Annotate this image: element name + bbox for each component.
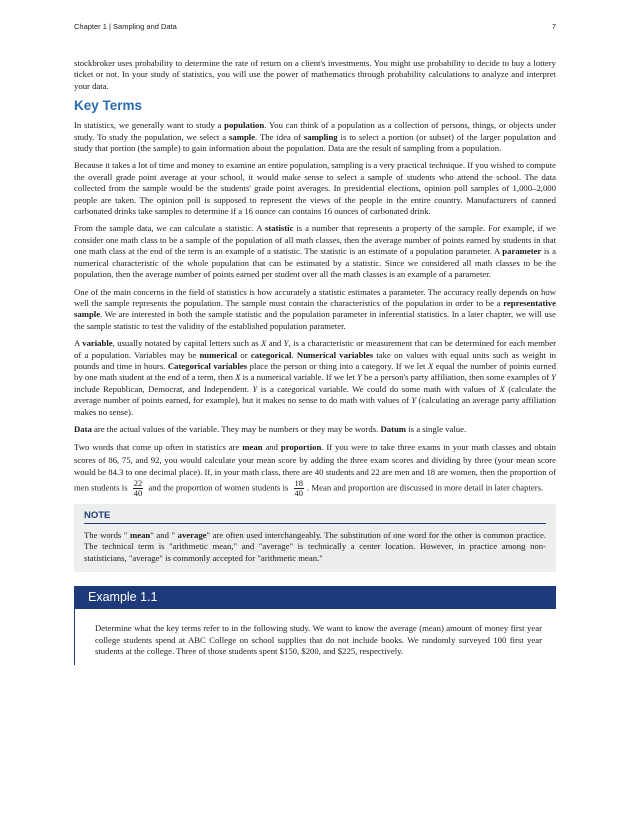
text-run: is a number that represents a property of the sample. For example, if we consider one math class to be a sample of the population of all math classes, then the average number of points earned by students in that one math class at the end of the term is an example of a statistic. The statistic is an estimate of a population parameter. A (74, 223, 557, 257)
text-run: . We are interested in both the sample statistic and the population parameter in inferential statistics. In a later chapter, we will use the sample statistic to test the validity of the established population parameter. (74, 309, 556, 331)
text-run: is a single value. (406, 423, 467, 434)
paragraph-statistic (74, 223, 556, 280)
term-proportion: proportion (280, 442, 322, 453)
text-run: A (74, 338, 83, 349)
var-y: Y (283, 338, 289, 349)
example-body (74, 609, 556, 665)
text-run: The words " (84, 529, 130, 540)
var-x: X (427, 360, 434, 371)
var-y: Y (252, 383, 258, 394)
text-run: be a person's party affiliation, then some examples of (361, 372, 552, 383)
term-average: average (177, 529, 207, 540)
fraction-denominator: 40 (133, 487, 143, 498)
text-run: include Republican, Democrat, and Independent. (74, 383, 253, 394)
paragraph-population (74, 120, 556, 154)
term-sample: sample (228, 131, 256, 142)
example-title: Example 1.1 (74, 586, 556, 609)
fraction-denominator: 40 (294, 487, 304, 498)
text-run: are the actual values of the variable. They may be numbers or they may be words. (91, 423, 381, 434)
text-run: . The idea of (255, 131, 304, 142)
paragraph-representative-sample (74, 287, 556, 333)
var-x: X (499, 383, 505, 394)
intro-paragraph: stockbroker uses probability to determine the rate of return on a client's investments. You might use probability to decide to buy a lottery ticket or not. In your study of statistics, you will use the power of mathematics through probability calculations to analyze and interpret your data. (74, 58, 556, 91)
fraction-numerator: 18 (294, 477, 304, 488)
text-run: One of the main concerns in the field of statistics is how accurately a statistic estimates a parameter. The accuracy really depends on how well the sample represents the population. The sample must contain the characteristics of the population in order to be a (74, 286, 556, 308)
text-run: is a numerical characteristic of the whole population that can be estimated by a statistic. Since we considered all math classes to be the population, then the average number of points earned per student over all the math classes is an example of a parameter. (74, 246, 556, 280)
term-population: population (224, 120, 265, 131)
term-numerical-variables: Numerical variables (296, 349, 374, 360)
text-run: From the sample data, we can calculate a statistic. A (74, 223, 265, 234)
chapter-title: Chapter 1 | Sampling and Data (74, 22, 177, 31)
text-run: . You can think of a population as a collection of persons, things, or objects under study. To study the population, we select a (74, 120, 556, 142)
var-y: Y (356, 372, 362, 383)
var-y: Y (551, 372, 557, 383)
term-representative-sample: representative sample (74, 297, 556, 320)
term-numerical: numerical (199, 349, 238, 360)
text-run: place the person or thing into a category. If we let (247, 360, 428, 371)
text-run: (calculating an average party affiliation makes no sense). (74, 395, 557, 417)
term-mean: mean (242, 442, 263, 453)
text-run: equal the number of points earned by one math student at the end of a term, then (74, 360, 556, 383)
text-run: . (291, 349, 297, 360)
text-run: Two words that come up often in statistics are (74, 442, 243, 453)
text-run: and the proportion of women students is (146, 482, 291, 493)
page-content (74, 58, 556, 665)
text-run: and (266, 338, 284, 349)
fraction-numerator: 22 (133, 477, 143, 488)
term-categorical: categorical (250, 349, 292, 360)
text-run: , is a characteristic or measurement that can be determined for each member of a population. Variables may be (74, 338, 556, 360)
fraction-women (294, 479, 305, 498)
text-run: , usually notated by capital letters such as (112, 338, 261, 349)
text-run: is to select a portion (or subset) of the larger population and study that portion (the sample) to gain information about the population. Data are the result of sampling from a population. (74, 131, 556, 154)
term-parameter: parameter (502, 246, 542, 257)
example-text: Determine what the key terms refer to in the following study. We want to know the average (mean) amount of money first year college students spend at ABC College on school supplies that do not include books. We randomly surveyed 100 first year students at the college. Three of those students spent $150, $200, and $225, respectively. (95, 623, 542, 656)
term-datum: Datum (380, 423, 407, 434)
text-run: (calculate the average number of points earned, for example), but it makes no sense to do math with values of (74, 383, 556, 406)
section-title: Key Terms (74, 98, 143, 114)
page-number: 7 (551, 22, 556, 31)
text-run: is a numerical variable. If we let (240, 372, 357, 383)
var-x: X (235, 372, 241, 383)
term-variable: variable (82, 338, 113, 349)
text-run: " and " (150, 529, 178, 540)
var-y: Y (411, 395, 417, 406)
term-mean: mean (129, 529, 151, 540)
note-text (84, 530, 546, 564)
text-run: and (262, 442, 281, 453)
note-title: NOTE (84, 510, 546, 524)
text-run: take on values with equal units such as weight in pounds and time in hours. (74, 349, 556, 371)
fraction-men (133, 479, 144, 498)
term-statistic: statistic (264, 223, 294, 234)
term-data: Data (74, 423, 92, 434)
paragraph-variable (74, 338, 556, 418)
text-run: " are often used interchangeably. The substitution of one word for the other is common practice. The technical term is "arithmetic mean," and "average" is technically a center location. However, in practice among non-statisticians, "average" is commonly accepted for "arithmetic mean." (84, 529, 546, 563)
paragraph-data (74, 424, 556, 435)
text-run: . If you were to take three exams in your math classes and obtain scores of 86, 75, and 92, you would calculate your mean score by adding the three exam scores and dividing by three (your mean score would be 84.3 to one decimal place). If, in your math class, there are 40 students and 22 are men and 18 are women, then the proportion of men students is (74, 442, 557, 493)
term-categorical-variables: Categorical variables (167, 360, 248, 371)
paragraph-mean-proportion (74, 441, 556, 498)
var-x: X (260, 338, 267, 349)
term-sampling: sampling (303, 131, 338, 142)
text-run: or (237, 349, 251, 360)
paragraph-sampling-practical: Because it takes a lot of time and money to examine an entire population, sampling is a very practical technique. If you wished to compute the overall grade point average at your school, it would make sense to select a sample of students who attend the school. The data collected from the sample would be the students' grade point averages. In presidential elections, opinion poll samples of 1,000–2,000 people are taken. The opinion poll is supposed to represent the views of the people in the entire country. Manufacturers of canned carbonated drinks take samples to determine if a 16 ounce can contains 16 ounces of carbonated drink. (74, 160, 557, 217)
note-box (74, 504, 556, 572)
text-run: is a categorical variable. We could do some math with values of (257, 383, 500, 394)
page-header (74, 22, 556, 36)
example-box (74, 586, 556, 665)
text-run: . Mean and proportion are discussed in more detail in later chapters. (307, 482, 544, 493)
text-run: In statistics, we generally want to study a (74, 120, 225, 131)
